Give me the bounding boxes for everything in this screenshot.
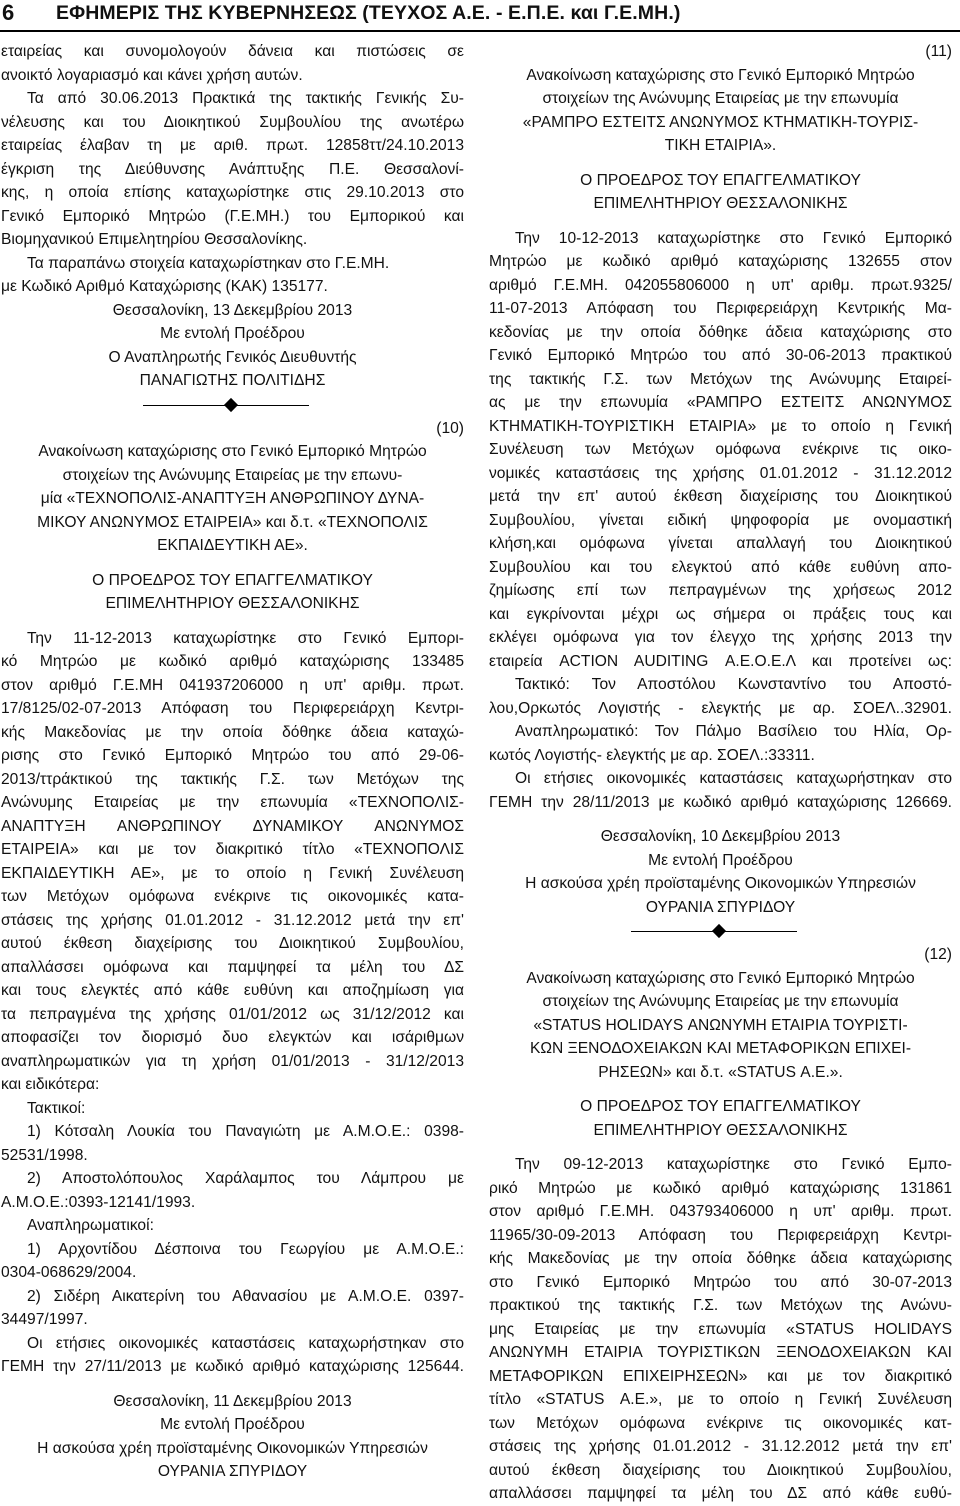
text-line: Ο Αναπληρωτής Γενικός Διευθυντής <box>108 348 357 366</box>
text-line: Τακτικοί: <box>27 1099 86 1117</box>
text-line: Γενικό Εμπορικό Μητρώο (Γ.Ε.ΜΗ.) του Εμπορικού και <box>1 207 464 225</box>
text-line: ΜΙΚΟΥ ΑΝΩΝΥΜΟΣ ΕΤΑΙΡΕΙΑ» και δ.τ. «ΤΕΧΝΟΠΟΛΙΣ <box>37 513 428 531</box>
text-line: εταιρεία ACTION AUDITING Α.Ε.Ο.Ε.Λ και προτείνει ως: <box>489 652 952 670</box>
text-line: ΚΤΗΜΑΤΙΚΗ-ΤΟΥΡΙΣΤΙΚΗ ΕΤΑΙΡΙΑ» με το οποίο η Γενική <box>489 417 952 435</box>
text-line: κης, η οποία επίσης καταχωρίστηκε στις 29.10.2013 στο <box>1 184 464 201</box>
text-line: ανοικτό λογαριασμό και κάνει χρήση αυτών. <box>1 66 303 84</box>
text-line: Ο ΠΡΟΕΔΡΟΣ ΤΟΥ ΕΠΑΓΓΕΛΜΑΤΙΚΟΥ <box>92 571 373 589</box>
diamond-icon <box>712 924 726 938</box>
text-line: στάσεις της χρήσης 01.01.2012 - 31.12.2012 μετά την επ' <box>489 1438 952 1455</box>
text-line: εταιρείας και συνομολογούν δάνεια και πιστώσεις σε <box>1 43 464 60</box>
text-line: κής Μακεδονίας με την οποία δόθηκε άδεια καταχώρισης <box>489 1250 952 1267</box>
text-line: 2013/ττράκτικού της τακτικής Γ.Σ. των Μετόχων της <box>1 770 464 788</box>
text-line: 34497/1997. <box>1 1311 88 1328</box>
text-line: ΟΥΡΑΝΙΑ ΣΠΥΡΙΔΟΥ <box>157 1463 308 1480</box>
paragraph-gap <box>489 814 952 825</box>
text-line: Την 11-12-2013 καταχωρίστηκε στο Γενικό Εμπορι- <box>27 629 464 647</box>
text-line: 52531/1998. <box>1 1146 88 1164</box>
text-line: Ο ΠΡΟΕΔΡΟΣ ΤΟΥ ΕΠΑΓΓΕΛΜΑΤΙΚΟΥ <box>580 1098 861 1115</box>
text-line: αυτού έκθεση διαχείρισης του Διοικητικού Συμβουλίου, <box>489 1461 952 1479</box>
text-line: 1) Αρχοντίδου Δέσποινα του Γεωργίου με Α.Μ.Ο.Ε.: <box>27 1240 464 1258</box>
text-line: νομικές καταστάσεις της χρήσης 01.01.2012 - 31.12.2012 <box>489 464 952 482</box>
text-line: ΓΕΜΗ την 27/11/2013 με κωδικό αριθμό καταχώρισης 125644. <box>1 1358 464 1375</box>
text-line: Α.Μ.Ο.Ε.:0393-12141/1993. <box>1 1193 196 1211</box>
text-line: των Μετόχων ομόφωνα ενέκρινε τις οικονομικές κατα- <box>1 888 464 905</box>
text-line: Θεσσαλονίκη, 13 Δεκεμβρίου 2013 <box>112 301 353 319</box>
notice-separator <box>489 919 952 943</box>
text-line: ρισης στο Γενικό Εμπορικό Μητρώο του από 29-06- <box>1 747 464 764</box>
text-line: Η ασκούσα χρέη προϊσταμένης Οικονομικών Υπηρεσιών <box>37 1439 428 1457</box>
text-line: 11965/30-09-2013 Απόφαση του Περιφερειάρχη Κεντρι- <box>489 1226 952 1244</box>
text-line: στάσεις της χρήσης 01.01.2012 - 31.12.2012 μετά την επ' <box>1 911 464 929</box>
text-line: των Μετόχων ομόφωνα ενέκρινε τις οικονομικές κατ- <box>489 1414 952 1432</box>
text-line: ας με την επωνυμία «ΡΑΜΠΡΟ ΕΣΤΕΙΤΣ ΑΝΩΝΥΜΟΣ <box>489 394 952 411</box>
text-line: 11-07-2013 Απόφαση του Περιφερειάρχη Κεντρικής Μα- <box>489 300 952 317</box>
text-line: κωτός Λογιστής- ελεγκτής με αρ. ΣΟΕΛ.:33311. <box>489 746 815 764</box>
text-line: κεδονίας με την οποία δόθηκε άδεια καταχώρισης στο <box>489 323 952 341</box>
text-line: Βιομηχανικού Επιμελητηρίου Θεσσαλονίκης. <box>1 231 308 248</box>
text-line: Οι ετήσιες οικονομικές καταστάσεις καταχωρήστηκαν στο <box>515 770 952 787</box>
text-line: Με εντολή Προέδρου <box>648 851 793 869</box>
text-line: στοιχείων της Ανώνυμης Εταιρείας με την επωνυμία <box>542 993 899 1010</box>
text-line: Αναπληρωματικό: Τον Πάλμο Βασίλειο του Ηλία, Ορ- <box>515 723 952 740</box>
text-line: Θεσσαλονίκη, 10 Δεκεμβρίου 2013 <box>600 828 841 845</box>
text-line: ΤΙΚΗ ΕΤΑΙΡΙΑ». <box>664 137 777 154</box>
paragraph-gap <box>489 1084 952 1095</box>
text-line: στον αριθμό Γ.Ε.ΜΗ 041937206000 η υπ' αριθμ. πρωτ. <box>1 676 464 694</box>
text-line: Γενικό Εμπορικό Μητρώο του από 30-06-2013 πρακτικού <box>489 347 952 364</box>
text-line: κής Μακεδονίας με την οποία δόθηκε άδεια καταχώ- <box>1 723 464 741</box>
text-line: ΑΝΩΝΥΜΗ ΕΤΑΙΡΙΑ ΤΟΥΡΙΣΤΙΚΩΝ ΞΕΝΟΔΟΧΕΙΑΚΩΝ ΚΑΙ <box>489 1344 952 1361</box>
notice-separator <box>1 393 464 417</box>
paragraph-gap <box>1 558 464 569</box>
text-line: και τους ελεγκτές από κάθε ευθύνη και αποζημίωση για <box>1 982 464 999</box>
text-line: ρικό Μητρώο με κωδικό αριθμό καταχώρισης 131861 <box>489 1179 952 1197</box>
text-line: αριθμό Γ.Ε.ΜΗ. 042055806000 η υπ' αριθμ. πρωτ.9325/ <box>489 276 952 294</box>
paragraph-gap <box>489 1142 952 1153</box>
text-line: απαλλάσσει παμψηφεί τα μέλη του ΔΣ από κάθε ευθύ- <box>489 1485 952 1502</box>
text-line: κλήση,και ομόφωνα γίνεται απαλλαγή του Διοικητικού <box>489 535 952 552</box>
text-line: Τα παραπάνω στοιχεία καταχωρίστηκαν στο Γ.Ε.ΜΗ. <box>27 254 390 272</box>
text-line: 1) Κότσαλη Λουκία του Παναγιώτη με Α.Μ.Ο.Ε.: 0398- <box>27 1123 464 1140</box>
text-line: (11) <box>925 43 952 60</box>
text-line: ΟΥΡΑΝΙΑ ΣΠΥΡΙΔΟΥ <box>645 898 796 916</box>
text-line: ΚΩΝ ΞΕΝΟΔΟΧΕΙΑΚΩΝ ΚΑΙ ΜΕΤΑΦΟΡΙΚΩΝ ΕΠΙΧΕΙ- <box>529 1040 912 1057</box>
text-line: Η ασκούσα χρέη προϊσταμένης Οικονομικών Υπηρεσιών <box>525 875 916 892</box>
text-line: και ειδικότερα: <box>1 1076 100 1093</box>
left-column <box>1 40 464 1484</box>
text-line: ΓΕΜΗ την 28/11/2013 με κωδικό αριθμό καταχώρισης 126669. <box>489 793 952 811</box>
text-line: 2) Αποστολόπουλος Χαράλαμπος του Λάμπρου με <box>27 1170 464 1187</box>
text-line: Την 10-12-2013 καταχωρίστηκε στο Γενικό Εμπορικό <box>515 229 952 247</box>
text-line: Αναπληρωματικοί: <box>27 1217 154 1234</box>
text-line: Οι ετήσιες οικονομικές καταστάσεις καταχωρήστηκαν στο <box>27 1334 464 1352</box>
text-line: ΕΠΙΜΕΛΗΤΗΡΙΟΥ ΘΕΣΣΑΛΟΝΙΚΗΣ <box>593 195 848 212</box>
text-line: με Κωδικό Αριθμό Καταχώρισης (ΚΑΚ) 135177. <box>1 278 328 295</box>
text-line: Τακτικό: Τον Αποστόλου Κωνσταντίνο του Αποστό- <box>515 676 952 693</box>
paragraph-gap <box>1 1379 464 1390</box>
text-line: ζημίωσης επί των πεπραγμένων της χρήσεως 2012 <box>489 582 952 599</box>
text-line: Μητρώο με κωδικό αριθμό καταχώρισης 132655 στον <box>489 253 952 270</box>
text-line: μία «ΤΕΧΝΟΠΟΛΙΣ-ΑΝΑΠΤΥΞΗ ΑΝΘΡΩΠΙΝΟΥ ΔΥΝΑ- <box>40 490 425 507</box>
text-line: Με εντολή Προέδρου <box>160 1416 305 1433</box>
text-line: κό Μητρώο με κωδικό αριθμό καταχώρισης 133485 <box>1 653 464 670</box>
text-line: στοιχείων της Ανώνυμης Εταιρείας με την επωνυμία <box>542 90 899 107</box>
text-line: στον αριθμό Γ.Ε.ΜΗ. 043793406000 η υπ' αριθμ. πρωτ. <box>489 1203 952 1220</box>
text-line: εκλέγει ομόφωνα για τον έλεγχο της χρήσης 2013 την <box>489 629 952 646</box>
text-line: «STATUS HOLIDAYS ΑΝΩΝΥΜΗ ΕΤΑΙΡΙΑ ΤΟΥΡΙΣΤΙ- <box>533 1016 908 1034</box>
paragraph-gap <box>489 158 952 169</box>
text-line: τα πεπραγμένα της χρήσης 01/01/2012 ως 31/12/2012 και <box>1 1005 464 1023</box>
text-line: αυτού έκθεση διαχείρισης του Διοικητικού Συμβουλίου, <box>1 935 464 952</box>
text-line: Ανακοίνωση καταχώρισης στο Γενικό Εμπορικό Μητρώο <box>526 66 915 84</box>
text-line: αποφασίζει τον διορισμό δυο ελεγκτών και ισάριθμων <box>1 1029 464 1046</box>
paragraph-gap <box>1 616 464 627</box>
running-title: ΕΦΗΜΕΡΙΣ ΤΗΣ ΚΥΒΕΡΝΗΣΕΩΣ (ΤΕΥΧΟΣ Α.Ε. - Ε.Π.Ε. και Γ.Ε.ΜΗ.) <box>56 2 681 24</box>
diamond-icon <box>224 397 238 411</box>
text-line: Ανακοίνωση καταχώρισης στο Γενικό Εμπορικό Μητρώο <box>526 969 915 987</box>
text-line: Συνέλευση των Μετόχων ομόφωνα ενέκρινε τις οικο- <box>489 441 952 458</box>
text-line: Ανώνυμης Εταιρείας με την επωνυμία «ΤΕΧΝΟΠΟΛΙΣ- <box>1 794 464 811</box>
text-line: ΕΚΠΑΙΔΕΥΤΙΚΗ ΑΕ», με το οποίο η Γενική Συνέλευση <box>1 864 464 882</box>
text-line: (12) <box>924 946 952 963</box>
text-line: τίτλο «STATUS Α.Ε.», με το οποίο η Γενική Συνέλευση <box>489 1391 952 1408</box>
text-line: Με εντολή Προέδρου <box>160 325 305 342</box>
text-line: εταιρείας έλαβαν τη με αριθ. πρωτ. 12858ττ/24.10.2013 <box>1 137 464 154</box>
text-line: νέλευσης και του Διοικητικού Συμβουλίου της ανωτέρω <box>1 113 464 131</box>
text-line: πρακτικού της τακτικής Γ.Σ. των Μετόχων της Ανώνυ- <box>489 1297 952 1314</box>
text-line: 17/8125/02-07-2013 Απόφαση του Περιφερειάρχη Κεντρι- <box>1 700 464 717</box>
text-line: ΠΑΝΑΓΙΩΤΗΣ ΠΟΛΙΤΙΔΗΣ <box>139 372 326 389</box>
text-line: στοιχείων της Ανώνυμης Εταιρείας με την επωνυ- <box>62 466 403 484</box>
header-rule <box>0 30 960 32</box>
text-line: (10) <box>436 419 464 437</box>
text-line: μης Εταιρείας με την επωνυμία «STATUS HOLIDAYS <box>489 1320 952 1338</box>
text-line: ΕΠΙΜΕΛΗΤΗΡΙΟΥ ΘΕΣΣΑΛΟΝΙΚΗΣ <box>105 595 360 612</box>
text-line: Συμβουλίου, γίνεται ειδική ψηφοφορία με ονομαστική <box>489 511 952 529</box>
text-line: ΕΠΙΜΕΛΗΤΗΡΙΟΥ ΘΕΣΣΑΛΟΝΙΚΗΣ <box>593 1121 848 1139</box>
text-line: ΑΝΑΠΤΥΞΗ ΑΝΘΡΩΠΙΝΟΥ ΔΥΝΑΜΙΚΟΥ ΑΝΩΝΥΜΟΣ <box>1 817 464 835</box>
text-line: στο Γενικό Εμπορικό Μητρώο του από 30-07-2013 <box>489 1273 952 1291</box>
page-number: 6 <box>2 0 15 25</box>
text-line: της τακτικής Γ.Σ. των Μετόχων της Ανώνυμης Εταιρεί- <box>489 370 952 388</box>
text-line: Την 09-12-2013 καταχωρίστηκε στο Γενικό Εμπο- <box>515 1156 952 1173</box>
page-header <box>0 0 960 28</box>
text-line: Θεσσαλονίκη, 11 Δεκεμβρίου 2013 <box>113 1392 352 1410</box>
text-line: Ανακοίνωση καταχώρισης στο Γενικό Εμπορικό Μητρώο <box>38 443 427 460</box>
right-column <box>489 40 952 1506</box>
text-line: 2) Σιδέρη Αικατερίνη του Αθανασίου με Α.Μ.Ο.Ε. 0397- <box>27 1287 464 1305</box>
text-line: έγκριση της Διεύθυνσης Ανάπτυξης Π.Ε. Θεσσαλονί- <box>1 160 464 178</box>
text-line: ΡΗΣΕΩΝ» και δ.τ. «STATUS Α.Ε.». <box>598 1063 843 1081</box>
text-line: Τα από 30.06.2013 Πρακτικά της τακτικής Γενικής Συ- <box>27 90 464 107</box>
text-line: «ΡΑΜΠΡΟ ΕΣΤΕΙΤΣ ΑΝΩΝΥΜΟΣ ΚΤΗΜΑΤΙΚΗ-ΤΟΥΡΙΣ- <box>522 113 919 131</box>
paragraph-gap <box>489 216 952 227</box>
text-line: 0304-068629/2004. <box>1 1264 137 1281</box>
text-line: λου,Ορκωτός Λογιστής - ελεγκτής με αρ. ΣΟΕΛ..32901. <box>489 699 952 717</box>
text-line: ΕΤΑΙΡΕΙΑ» και με τον διακριτικό τίτλο «ΤΕΧΝΟΠΟΛΙΣ <box>1 841 464 858</box>
text-line: Ο ΠΡΟΕΔΡΟΣ ΤΟΥ ΕΠΑΓΓΕΛΜΑΤΙΚΟΥ <box>580 171 861 189</box>
text-line: ΜΕΤΑΦΟΡΙΚΩΝ ΕΠΙΧΕΙΡΗΣΕΩΝ» και με τον διακριτικό <box>489 1367 952 1385</box>
text-line: ΕΚΠΑΙΔΕΥΤΙΚΗ ΑΕ». <box>157 537 308 554</box>
text-line: μετά την επ' αυτού έκθεση διαχείρισης του Διοικητικού <box>489 488 952 505</box>
text-line: αναπληρωματικών για τη χρήση 01/01/2013 - 31/12/2013 <box>1 1052 464 1070</box>
text-line: και εγκρίνονται μέχρι ως σήμερα οι πράξεις τους και <box>489 605 952 623</box>
text-line: απαλλάσσει ομόφωνα και παμψηφεί τα μέλη του ΔΣ <box>1 958 464 976</box>
text-line: Συμβουλίου και του ελεγκτού από κάθε ευθύνη απο- <box>489 558 952 576</box>
